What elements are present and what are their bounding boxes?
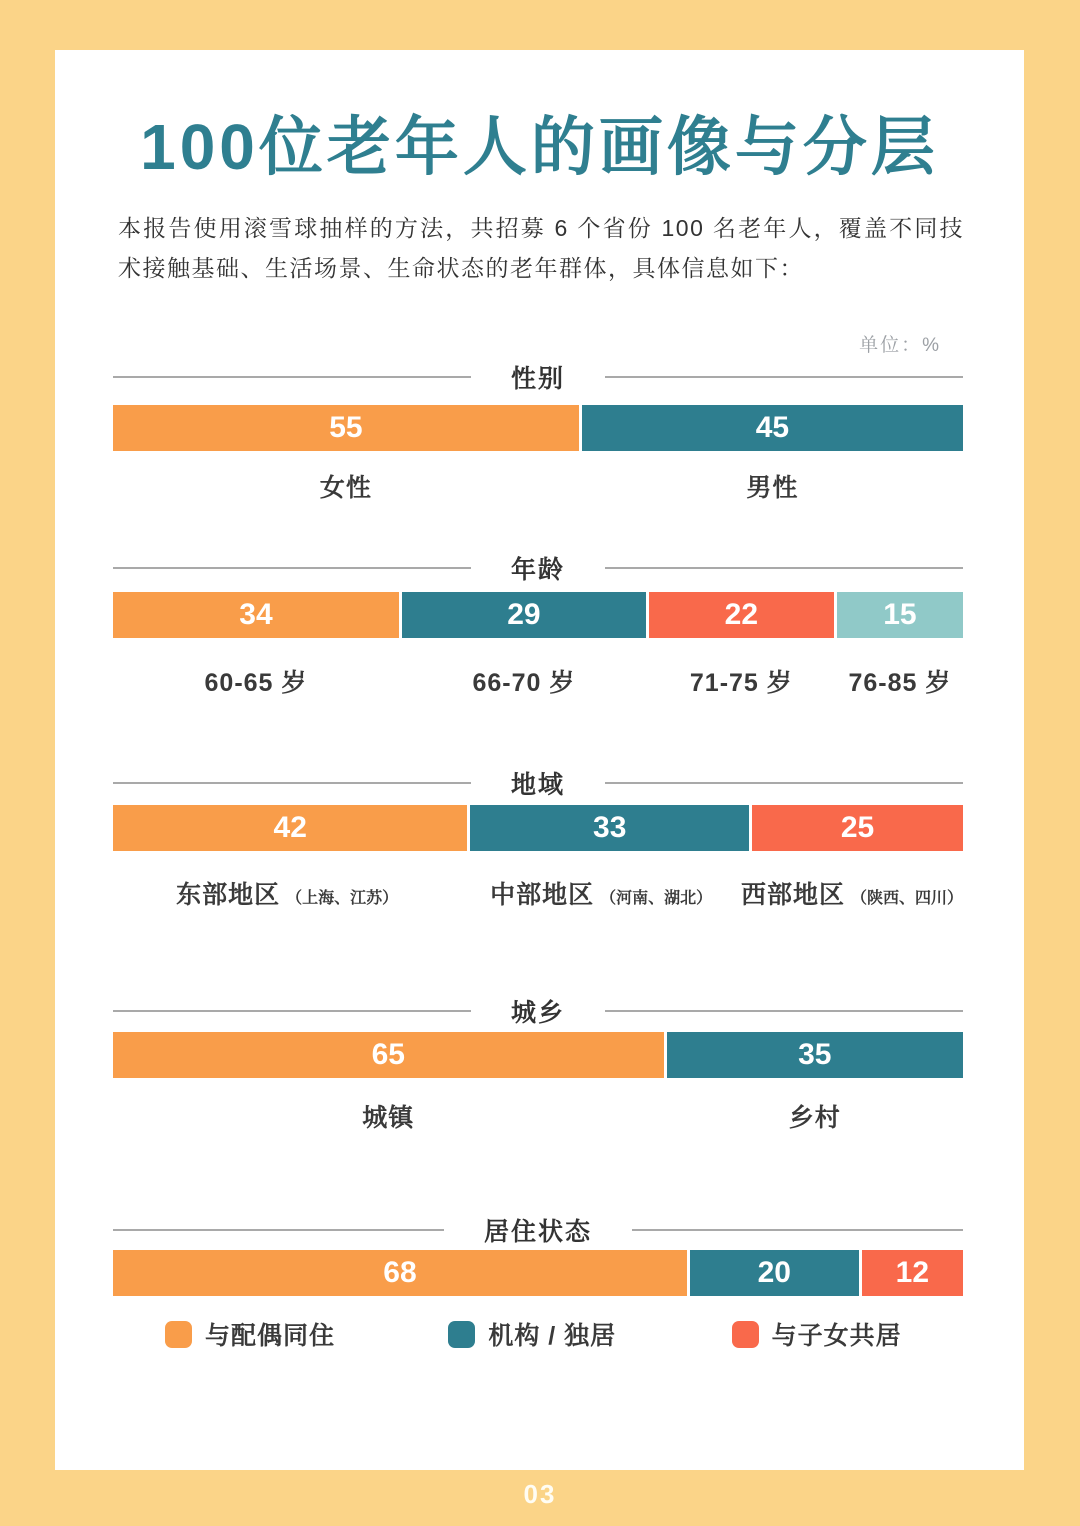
stacked-bar-城乡 xyxy=(113,1032,963,1078)
segment-label-main: 乡村 xyxy=(788,1104,841,1132)
legend-label: 与配偶同住 xyxy=(205,1322,336,1350)
segment-label-main: 60-65 岁 xyxy=(204,669,308,697)
bar-segment-中部地区: 33 xyxy=(470,805,749,851)
legend-label: 机构 / 独居 xyxy=(488,1322,617,1350)
labels-年龄 xyxy=(113,663,963,699)
header-rule-left xyxy=(113,567,471,569)
segment-label-76-85 岁 xyxy=(837,663,963,699)
segment-label-main: 女性 xyxy=(319,474,372,502)
bar-segment-女性: 55 xyxy=(113,405,579,451)
header-rule-right xyxy=(605,782,963,784)
bar-segment-与配偶同住: 68 xyxy=(113,1250,687,1296)
header-rule-right xyxy=(605,376,963,378)
legend-swatch xyxy=(448,1321,475,1348)
page-number: 03 xyxy=(523,1479,557,1509)
section-header-地域 xyxy=(113,768,963,798)
legend-item-与配偶同住 xyxy=(113,1316,396,1352)
unit-label: 单位：% xyxy=(859,335,941,356)
bar-segment-城镇: 65 xyxy=(113,1032,664,1078)
segment-label-中部地区 xyxy=(464,875,738,911)
segment-label-60-65 岁 xyxy=(113,663,399,699)
segment-label-main: 76-85 岁 xyxy=(848,669,952,697)
section-header-年龄 xyxy=(113,553,963,583)
section-title: 性别 xyxy=(511,365,566,393)
legend-label: 与子女共居 xyxy=(771,1322,902,1350)
stacked-bar-性别 xyxy=(113,405,963,451)
bar-segment-乡村: 35 xyxy=(667,1032,963,1078)
header-rule-left xyxy=(113,782,471,784)
segment-label-main: 男性 xyxy=(746,474,799,502)
segment-label-男性 xyxy=(582,468,963,504)
segment-label-main: 城镇 xyxy=(362,1104,415,1132)
segment-label-女性 xyxy=(113,468,579,504)
segment-label-西部地区 xyxy=(741,875,963,911)
section-header-城乡 xyxy=(113,996,963,1026)
legend-swatch xyxy=(165,1321,192,1348)
section-title: 城乡 xyxy=(511,999,566,1027)
bar-segment-机构 / 独居: 20 xyxy=(690,1250,859,1296)
segment-label-71-75 岁 xyxy=(649,663,834,699)
labels-性别 xyxy=(113,468,963,504)
page-title: 100位老年人的画像与分层 xyxy=(140,111,939,183)
header-rule-right xyxy=(605,1010,963,1012)
segment-label-城镇 xyxy=(113,1098,664,1134)
segment-label-main: 中部地区 xyxy=(490,881,595,909)
stacked-bar-年龄 xyxy=(113,592,963,638)
bar-segment-西部地区: 25 xyxy=(752,805,963,851)
legend-swatch xyxy=(732,1321,759,1348)
bar-segment-76-85 岁: 15 xyxy=(837,592,963,638)
section-header-性别 xyxy=(113,362,963,392)
bar-segment-66-70 岁: 29 xyxy=(402,592,646,638)
bar-segment-东部地区: 42 xyxy=(113,805,467,851)
segment-label-sub: （河南、湖北） xyxy=(600,890,713,907)
bar-segment-60-65 岁: 34 xyxy=(113,592,399,638)
intro-paragraph: 本报告使用滚雪球抽样的方法，共招募 6 个省份 100 名老年人，覆盖不同技术接触基础、生活场景、生命状态的老年群体，具体信息如下： xyxy=(118,215,964,281)
report-card xyxy=(55,50,1024,1470)
legend-item-与子女共居 xyxy=(680,1316,963,1352)
header-rule-right xyxy=(605,567,963,569)
legend-居住状态 xyxy=(113,1316,963,1352)
labels-地域 xyxy=(113,875,963,911)
segment-label-main: 66-70 岁 xyxy=(472,669,576,697)
segment-label-66-70 岁 xyxy=(402,663,646,699)
segment-label-乡村 xyxy=(667,1098,963,1134)
labels-城乡 xyxy=(113,1098,963,1134)
segment-label-sub: （陕西、四川） xyxy=(850,890,963,907)
segment-label-sub: （上海、江苏） xyxy=(286,890,399,907)
header-rule-right xyxy=(632,1229,963,1231)
section-title: 居住状态 xyxy=(484,1218,593,1246)
section-title: 年龄 xyxy=(511,556,566,584)
header-rule-left xyxy=(113,1010,471,1012)
header-rule-left xyxy=(113,1229,444,1231)
header-rule-left xyxy=(113,376,471,378)
segment-label-东部地区 xyxy=(113,875,461,911)
bar-segment-与子女共居: 12 xyxy=(862,1250,963,1296)
bar-segment-男性: 45 xyxy=(582,405,963,451)
segment-label-main: 西部地区 xyxy=(740,881,845,909)
segment-label-main: 东部地区 xyxy=(176,881,281,909)
legend-item-机构 / 独居 xyxy=(396,1316,679,1352)
segment-label-main: 71-75 岁 xyxy=(689,669,793,697)
section-title: 地域 xyxy=(511,771,566,799)
section-header-居住状态 xyxy=(113,1215,963,1245)
bar-segment-71-75 岁: 22 xyxy=(649,592,834,638)
stacked-bar-居住状态 xyxy=(113,1250,963,1296)
stacked-bar-地域 xyxy=(113,805,963,851)
